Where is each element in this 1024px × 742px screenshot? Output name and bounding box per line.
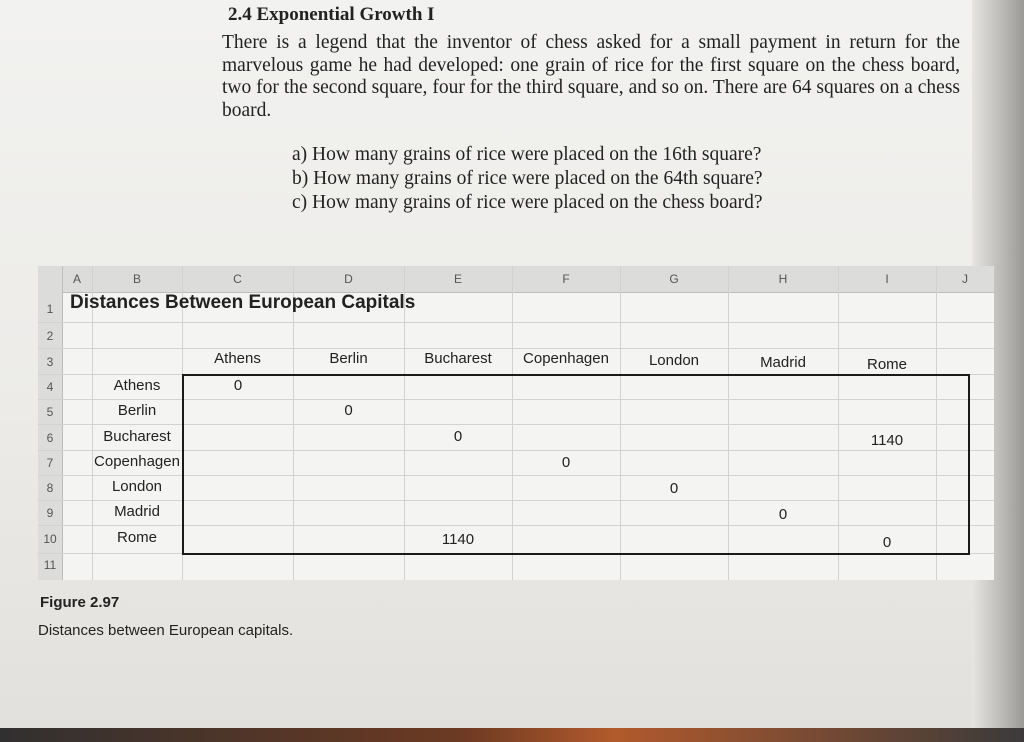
cell-rome-rome[interactable]: 0 xyxy=(882,534,892,551)
row-header-10[interactable]: 10 xyxy=(43,532,57,546)
row-header-9[interactable]: 9 xyxy=(46,506,54,520)
column-header-c[interactable]: C xyxy=(233,272,242,286)
cell-berlin-berlin[interactable]: 0 xyxy=(344,402,353,419)
question-list xyxy=(292,143,763,215)
column-header-b[interactable]: B xyxy=(132,272,141,286)
question-c: c) How many grains of rice were placed on the chess board? xyxy=(292,192,763,213)
row-city-bucharest[interactable]: Bucharest xyxy=(103,428,171,445)
question-b: b) How many grains of rice were placed on the 64th square? xyxy=(292,168,763,189)
spreadsheet-figure xyxy=(38,266,994,580)
header-city-copenhagen[interactable]: Copenhagen xyxy=(523,350,609,367)
row-city-copenhagen[interactable]: Copenhagen xyxy=(94,453,180,470)
column-header-g[interactable]: G xyxy=(669,272,679,286)
section-heading: 2.4 Exponential Growth I xyxy=(228,4,435,25)
row-city-madrid[interactable]: Madrid xyxy=(114,503,160,520)
question-a: a) How many grains of rice were placed on the 16th square? xyxy=(292,144,762,165)
problem-text: There is a legend that the inventor of chess asked for a small payment in return for the marvelous game he had developed: one grain of rice for the first square on the chess board, two for the second square, four for the third square, and so on. There are 64 squares on a chess board. xyxy=(222,32,960,121)
column-header-e[interactable]: E xyxy=(453,272,462,286)
header-city-london[interactable]: London xyxy=(648,352,700,369)
cell-london-london[interactable]: 0 xyxy=(669,480,679,497)
row-header-8[interactable]: 8 xyxy=(46,481,54,495)
header-city-madrid[interactable]: Madrid xyxy=(760,354,806,371)
column-header-i[interactable]: I xyxy=(885,272,889,286)
row-header-4[interactable]: 4 xyxy=(46,380,54,394)
column-header-a[interactable]: A xyxy=(72,272,81,286)
row-header-11[interactable]: 11 xyxy=(43,558,57,572)
cell-bucharest-bucharest[interactable]: 0 xyxy=(453,428,463,445)
figure-caption: Distances between European capitals. xyxy=(38,622,294,639)
column-header-h[interactable]: H xyxy=(778,272,788,286)
cell-bucharest-rome[interactable]: 1140 xyxy=(870,432,904,449)
cell-copenhagen-copenhagen[interactable]: 0 xyxy=(561,454,571,471)
column-header-d[interactable]: D xyxy=(344,272,353,286)
header-city-bucharest[interactable]: Bucharest xyxy=(424,350,492,367)
cell-rome-bucharest[interactable]: 1140 xyxy=(441,531,475,548)
column-header-f[interactable]: F xyxy=(562,272,570,286)
row-city-berlin[interactable]: Berlin xyxy=(117,402,157,419)
desk-edge xyxy=(0,728,1024,742)
figure-label: Figure 2.97 xyxy=(40,594,120,611)
cell-athens-athens[interactable]: 0 xyxy=(233,377,243,394)
row-header-2[interactable]: 2 xyxy=(46,329,54,343)
header-city-berlin[interactable]: Berlin xyxy=(329,350,368,367)
row-city-london[interactable]: London xyxy=(111,478,163,495)
cell-madrid-madrid[interactable]: 0 xyxy=(778,506,788,523)
row-header-5[interactable]: 5 xyxy=(46,405,54,419)
row-city-rome[interactable]: Rome xyxy=(116,529,157,546)
header-city-rome[interactable]: Rome xyxy=(866,356,907,373)
column-header-j[interactable]: J xyxy=(962,272,968,286)
sheet-title[interactable]: Distances Between European Capitals xyxy=(70,292,416,313)
row-header-1[interactable]: 1 xyxy=(46,302,54,316)
row-header-3[interactable]: 3 xyxy=(46,355,54,369)
row-city-athens[interactable]: Athens xyxy=(113,377,161,394)
header-city-athens[interactable]: Athens xyxy=(214,350,261,367)
row-header-6[interactable]: 6 xyxy=(46,431,54,445)
row-header-7[interactable]: 7 xyxy=(46,456,54,470)
